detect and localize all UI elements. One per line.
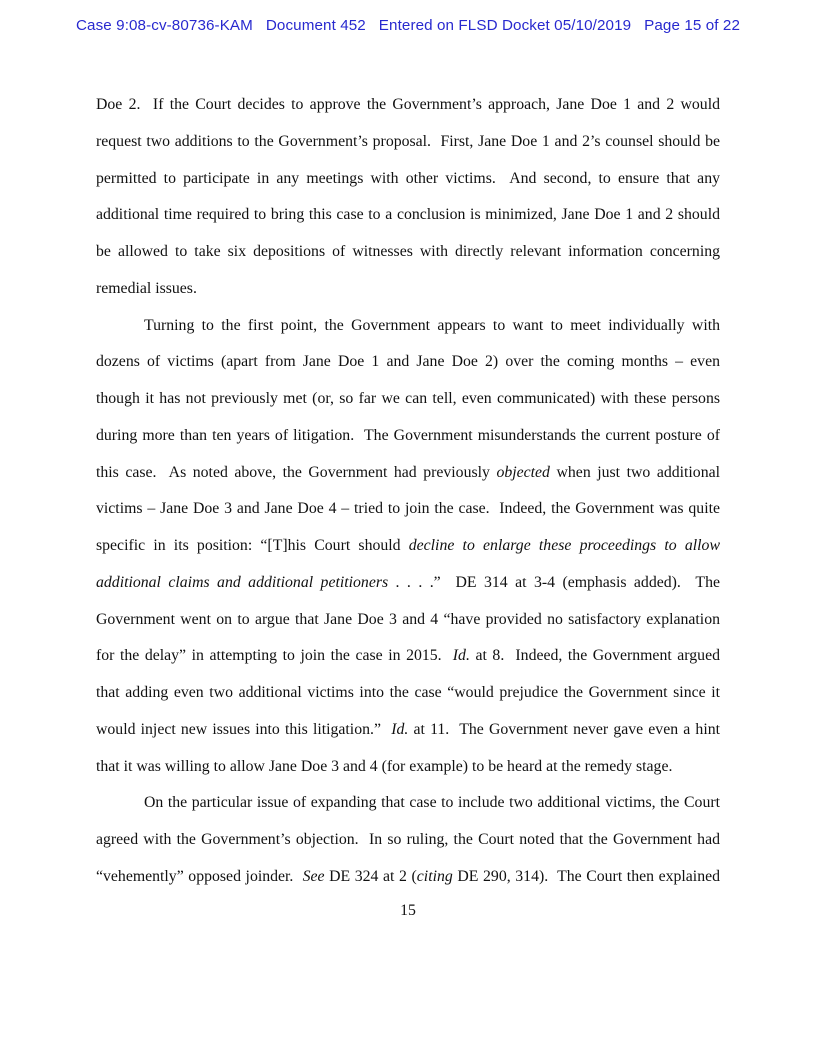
body-text-italic: Id.: [452, 647, 470, 665]
body-text: agreed with the Government’s objection. In so ruling, the Court noted that the Government had: [96, 831, 720, 848]
docket-stamp-header: Case 9:08-cv-80736-KAM Document 452 Entered on FLSD Docket 05/10/2019 Page 15 of 22: [75, 17, 741, 34]
body-paragraph: [96, 308, 720, 786]
body-line: [96, 822, 720, 859]
body-line: [96, 381, 720, 418]
body-text: this case. As noted above, the Government had previously: [96, 463, 497, 481]
body-text: when just two additional: [549, 463, 720, 481]
body-line: [96, 161, 720, 198]
body-text: for the delay” in attempting to join the case in 2015.: [96, 647, 453, 665]
body-text: would inject new issues into this litigation.”: [96, 720, 392, 738]
body-line: [96, 491, 720, 528]
body-text: dozens of victims (apart from Jane Doe 1 and Jane Doe 2) over the coming months – even: [96, 353, 720, 371]
body-line: [96, 602, 720, 639]
body-line: [96, 638, 720, 675]
body-text: that it was willing to allow Jane Doe 3 and 4 (for example) to be heard at the remedy stage.: [96, 757, 673, 775]
body-text: DE 324 at 2 (: [324, 867, 417, 885]
body-line: [96, 197, 720, 234]
body-line: [96, 859, 720, 896]
body-text-italic: citing: [416, 867, 453, 885]
body-line: [96, 418, 720, 455]
body-paragraph: [96, 785, 720, 895]
body-text: at 8. Indeed, the Government argued: [469, 647, 720, 665]
body-text: that adding even two additional victims into the case “would prejudice the Government since it: [96, 684, 720, 701]
body-line: [96, 528, 720, 565]
body-paragraph: [96, 87, 720, 308]
body-line: [96, 785, 720, 822]
body-line: [96, 124, 720, 161]
body-text: request two additions to the Government’s proposal. First, Jane Doe 1 and 2’s counsel should be: [96, 132, 720, 150]
body-line: [96, 749, 720, 786]
body-text: during more than ten years of litigation. The Government misunderstands the current posture of: [96, 426, 720, 444]
body-line: [96, 271, 720, 308]
body-text: though it has not previously met (or, so far we can tell, even communicated) with these persons: [96, 390, 720, 407]
body-text-italic: additional claims and additional petitioners: [96, 573, 389, 591]
body-line: [96, 308, 720, 345]
document-body: [96, 87, 720, 896]
body-line: [96, 234, 720, 271]
body-text: permitted to participate in any meetings with other victims. And second, to ensure that any: [96, 169, 720, 187]
body-line: [96, 675, 720, 712]
body-text-italic: Id.: [391, 720, 409, 738]
body-line: [96, 87, 720, 124]
body-line: [96, 344, 720, 381]
body-line: [96, 455, 720, 492]
body-text: at 11. The Government never gave even a hint: [408, 720, 720, 738]
body-line: [96, 565, 720, 602]
body-text: be allowed to take six depositions of witnesses with directly relevant information concerning: [96, 243, 720, 260]
body-text: Doe 2. If the Court decides to approve the Government’s approach, Jane Doe 1 and 2 would: [96, 96, 720, 113]
body-text: On the particular issue of expanding that case to include two additional victims, the Court: [144, 794, 720, 812]
body-text-italic: decline to enlarge these proceedings to allow: [408, 537, 720, 554]
body-text: remedial issues.: [96, 279, 197, 297]
body-line: [96, 712, 720, 749]
body-text-italic: objected: [496, 463, 550, 481]
body-text: “vehemently” opposed joinder.: [96, 867, 303, 885]
body-text: Government went on to argue that Jane Doe 3 and 4 “have provided no satisfactory explanation: [96, 610, 720, 628]
page-number: 15: [400, 902, 416, 919]
body-text-italic: See: [302, 867, 325, 885]
body-text: additional time required to bring this case to a conclusion is minimized, Jane Doe 1 and 2 should: [96, 206, 720, 224]
body-text: specific in its position: “[T]his Court should: [96, 537, 409, 554]
body-text: . . . .” DE 314 at 3-4 (emphasis added). The: [388, 573, 720, 591]
body-text: DE 290, 314). The Court then explained: [452, 867, 721, 885]
body-text: victims – Jane Doe 3 and Jane Doe 4 – tried to join the case. Indeed, the Government was quite: [96, 500, 720, 518]
body-text: Turning to the first point, the Government appears to want to meet individually with: [144, 316, 720, 334]
